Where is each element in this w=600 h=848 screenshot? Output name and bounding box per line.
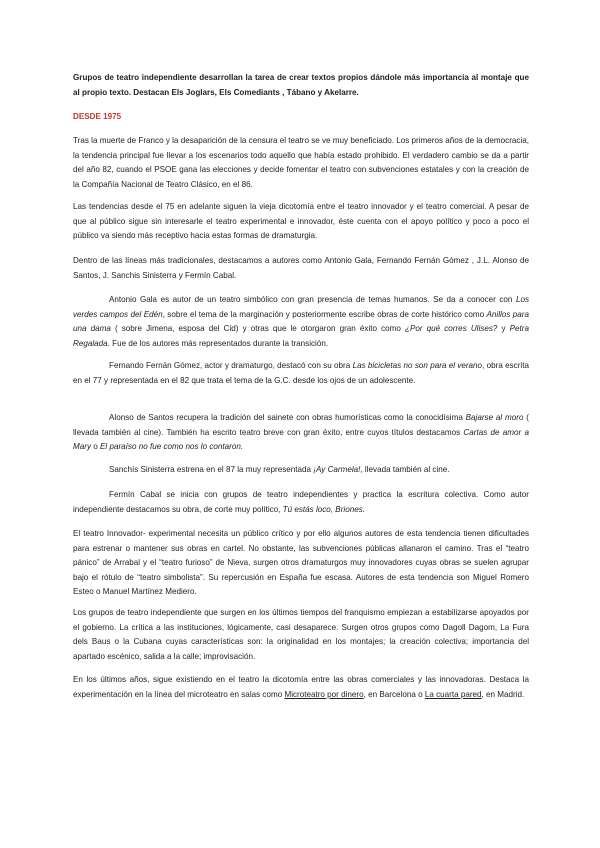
work-title: Anillos para una dama: [73, 309, 529, 334]
paragraph-alonso-de-santos: [73, 411, 529, 455]
paragraph-fernan-gomez: [73, 359, 529, 388]
text-segment: Fue de los autores más representados durante la transición.: [109, 338, 329, 348]
text-segment: , obra escrita en el 77 y representada en el 82 que trata el tema de la G.C. desde los ojos de un adolescente.: [73, 361, 529, 385]
text-segment: Alonso de Santos recupera la tradición del sainete con obras humorísticas como la conocidísima: [109, 413, 466, 422]
text-segment: o: [91, 442, 100, 452]
work-title: ¡Ay Carmela!: [313, 465, 361, 474]
text-segment: Fermín Cabal se inicia con grupos de teatro independientes y practica la escritura colectiva. Como autor independiente destacamos su obra, de corte muy político,: [73, 490, 529, 514]
text-segment: , llevada también al cine.: [360, 465, 450, 474]
text-segment: , en Madrid.: [481, 689, 525, 699]
paragraph-traditional-authors: Dentro de las líneas más tradicionales, destacamos a autores como Antonio Gala, Fernando Fernán Gómez , J.L. Alonso de Santos, J. Sanchis Sinisterra y Fermín Cabal.: [73, 256, 529, 280]
work-title: Los verdes campos del Edén: [73, 295, 529, 319]
text-segment: y: [497, 324, 510, 334]
paragraph-innovative-theatre: El teatro Innovador- experimental necesita un público crítico y por ello algunos autores de esta tendencia tienen dificultades para estrenar o mantener sus obras en cartel. No obstante, las subvenciones públicas allanaron el camino. Tras el “teatro pánico” de Arrabal y el “teatro furioso” de Nieva, surgen otros dramaturgos muy innovadores cuyas obras se suelen agrupar bajo el rótulo de “teatro simbolista”. Su repercusión en España fue escasa. Autores de esta tendencia son Miguel Romero Esteo o Manuel Martínez Mediero.: [73, 529, 529, 597]
work-title: ¿Por qué corres Ulises?: [405, 324, 498, 334]
text-segment: Antonio Gala es autor de un teatro simbólico con gran presencia de temas humanos. Se da a conocer con: [109, 295, 516, 304]
paragraph-independent-groups: Los grupos de teatro independiente que surgen en los últimos tiempos del franquismo empiezan a estabilizarse apoyados por el gobierno. La crítica a las instituciones, lógicamente, casi desaparece. Surgen otros grupos como Dagoll Dagom, La Fura dels Baus o la Cubana cuyas características son: la originalidad en los montajes; la creación colectiva; importancia del apartado escénico, salida a la calle; improvisación.: [73, 608, 529, 661]
text-segment: Sanchís Sinisterra estrena en el 87 la muy representada: [109, 465, 314, 474]
work-title: Cartas de amor a Mary: [73, 427, 529, 452]
intro-paragraph: Grupos de teatro independiente desarrollan la tarea de crear textos propios dándole más importancia al montaje que al propio texto. Destacan Els Joglars, Els Comediants , Tábano y Akelarre.: [73, 73, 529, 97]
paragraph-recent-years: [73, 673, 529, 702]
paragraph-fermin-cabal: [73, 488, 529, 517]
link-microteatro-por-dinero[interactable]: Microteatro por dinero: [284, 689, 364, 699]
text-segment: ( llevada también al cine). También ha escrito teatro breve con gran éxito, entre cuyos títulos destacamos: [73, 413, 529, 437]
work-title: Las bicicletas no son para el verano: [352, 361, 483, 370]
text-segment: ( sobre Jimena, esposa del Cid) y otras que le otorgaron gran éxito como: [110, 324, 405, 334]
link-la-cuarta-pared[interactable]: La cuarta pared: [424, 689, 482, 699]
paragraph-tendencies: Las tendencias desde el 75 en adelante siguen la vieja dicotomía entre el teatro innovador y el teatro comercial. A pesar de que al público sigue sin interesarle el teatro experimental e innovador, éste cuenta con el apoyo político y poco a poco el público va siendo más receptivo hacia estas formas de dramaturgia.: [73, 202, 529, 241]
work-title: El paraíso no fue como nos lo contaron.: [100, 442, 244, 452]
paragraph-transition: Tras la muerte de Franco y la desaparición de la censura el teatro se ve muy beneficiado. Los primeros años de la democracia, la tendencia principal fue llevar a los escenarios todo aquello que había estado prohibido. El verdadero cambio se da a partir del año 82, cuando el PSOE gana las elecciones y decide fomentar el teatro con subvenciones estatales y con la creación de la Compañía Nacional de Teatro Clásico, en el 86.: [73, 136, 529, 189]
paragraph-sanchis-sinisterra: [73, 463, 529, 478]
text-segment: , sobre el tema de la marginación y posteriormente escribe obras de corte histórico como: [162, 309, 487, 319]
paragraph-antonio-gala: [73, 293, 529, 351]
text-segment: Fernando Fernán Gómez, actor y dramaturgo, destacó con su obra: [109, 361, 353, 370]
text-segment: , en Barcelona o: [363, 689, 425, 699]
section-heading: DESDE 1975: [73, 112, 122, 121]
work-title: Tú estás loco, Briones.: [282, 504, 365, 514]
work-title: Bajarse al moro: [465, 413, 524, 422]
text-segment: En los últimos años, sigue existiendo en el teatro la dicotomía entre las obras comerciales y las innovadoras. Destaca la experimentación en la línea del microteatro en salas como: [73, 675, 529, 699]
work-title: Petra Regalada.: [73, 324, 529, 348]
